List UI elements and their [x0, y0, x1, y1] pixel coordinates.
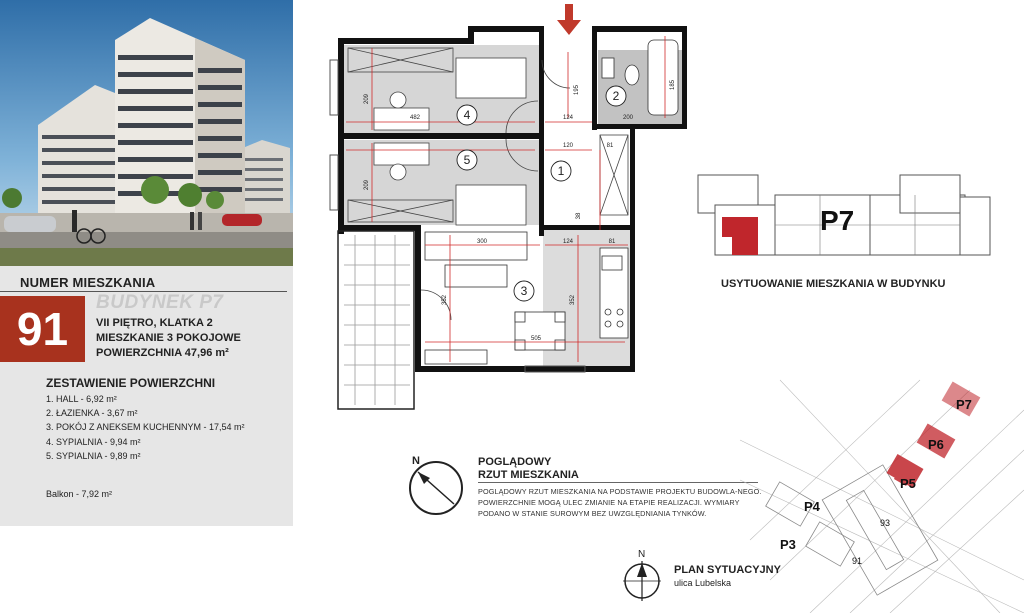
site-unit-label-91: 91	[852, 556, 863, 566]
dimension-label: 209	[364, 93, 370, 105]
area-summary-list	[46, 392, 245, 463]
dimension-label: 352	[570, 294, 576, 306]
site-label-p5: P5	[900, 476, 916, 491]
dimension-label: 195	[574, 84, 580, 96]
location-building-label: P7	[820, 205, 855, 236]
dimension-label: 300	[476, 239, 488, 245]
compass-north-label: N	[412, 455, 420, 467]
floor-plan-subtitle: RZUT MIESZKANIA	[478, 469, 579, 481]
site-label-p6: P6	[928, 437, 944, 452]
building-location-diagram	[690, 165, 995, 270]
site-label-p4: P4	[804, 499, 820, 514]
site-compass-north-label: N	[638, 549, 646, 560]
dimension-label: 124	[562, 239, 574, 245]
site-label-p3: P3	[780, 537, 796, 552]
unit-number-heading: NUMER MIESZKANIA	[20, 275, 156, 290]
north-compass-icon	[404, 452, 468, 516]
total-area-info: POWIERZCHNIA 47,96 m²	[96, 347, 229, 359]
dimension-label: 352	[442, 294, 448, 306]
list-item: 2. ŁAZIENKA - 3,67 m²	[46, 408, 138, 419]
dimension-label: 482	[409, 115, 421, 121]
dimension-label: 185	[670, 79, 676, 91]
balcony-area: Balkon - 7,92 m²	[46, 489, 113, 499]
floor-plan-drawing	[330, 0, 676, 420]
dimension-label: 81	[608, 239, 616, 245]
caption-divider	[478, 482, 758, 483]
unit-number-badge: 91	[0, 296, 85, 362]
location-caption: USYTUOWANIE MIESZKANIA W BUDYNKU	[721, 278, 946, 290]
site-plan-street: ulica Lubelska	[674, 578, 732, 588]
room-number-3: 3	[520, 284, 528, 298]
site-plan-title: PLAN SYTUACYJNY	[674, 564, 781, 576]
dimension-label: 209	[364, 179, 370, 191]
dimension-label: 124	[562, 115, 574, 121]
floor-plan-title: POGLĄDOWY	[478, 456, 552, 468]
floor-staircase-info: VII PIĘTRO, KLATKA 2	[96, 317, 213, 329]
dimension-label: 505	[530, 336, 542, 342]
floor-plan-disclaimer: POGLĄDOWY RZUT MIESZKANIA NA PODSTAWIE PROJEKTU BUDOWLA-NEGO. POWIERZCHNIE MOGĄ ULEC ZMIANIE NA ETAPIE REALIZACJI. WYMIARY PODANO W STANIE SUROWYM BEZ UWZGLĘDNIANIA TYNKÓW.	[478, 487, 762, 518]
dimension-label: 200	[622, 115, 634, 121]
building-render-image	[0, 0, 293, 266]
room-number-2: 2	[612, 89, 620, 103]
room-number-1: 1	[557, 164, 565, 178]
room-count-info: MIESZKANIE 3 POKOJOWE	[96, 332, 241, 344]
area-summary-title: ZESTAWIENIE POWIERZCHNI	[46, 376, 216, 390]
list-item: 4. SYPIALNIA - 9,94 m²	[46, 436, 141, 447]
dimension-label: 81	[606, 143, 614, 149]
list-item: 3. POKÓJ Z ANEKSEM KUCHENNYM - 17,54 m²	[46, 422, 245, 433]
building-name: BUDYNEK P7	[96, 292, 224, 313]
room-number-5: 5	[463, 153, 471, 167]
site-plan-map	[740, 380, 1024, 613]
list-item: 5. SYPIALNIA - 9,89 m²	[46, 450, 141, 461]
site-label-p7: P7	[956, 397, 972, 412]
list-item: 1. HALL - 6,92 m²	[46, 394, 117, 404]
dimension-label: 120	[562, 143, 574, 149]
room-number-4: 4	[463, 108, 471, 122]
dimension-label: 38	[576, 212, 582, 220]
site-north-compass-icon	[620, 547, 664, 603]
site-unit-label-93: 93	[880, 518, 891, 528]
